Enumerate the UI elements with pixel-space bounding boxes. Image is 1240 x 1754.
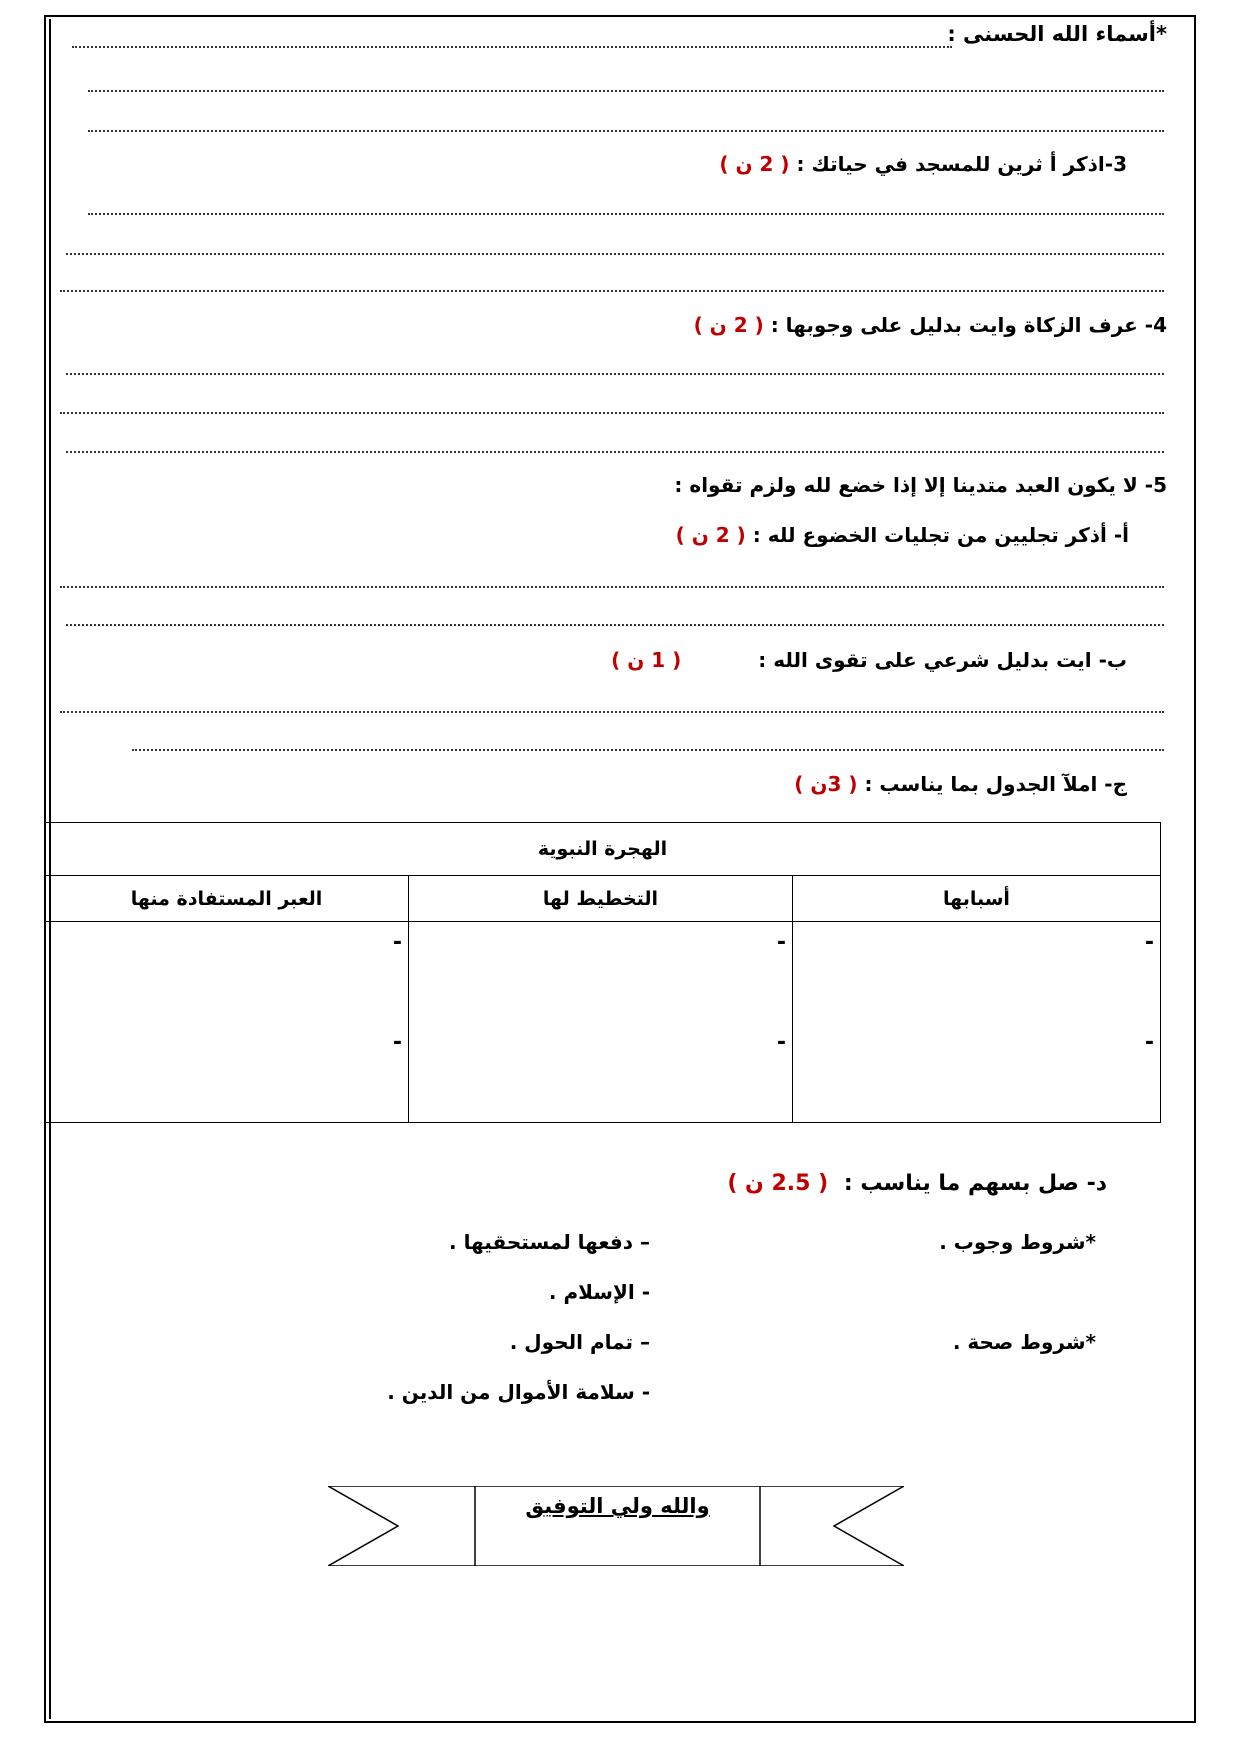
closing-text: والله ولي التوفيق (525, 1494, 710, 1518)
table-bullet: - (1144, 1030, 1154, 1055)
question-5c-points: ( 3ن ) (794, 772, 858, 796)
header-lessons: العبر المستفادة منها (45, 876, 409, 922)
answer-line[interactable] (66, 373, 1164, 375)
answer-line[interactable] (66, 253, 1164, 255)
table-bullet: - (392, 930, 402, 955)
question-3 (719, 152, 1127, 176)
question-5d-text: د- صل بسهم ما يناسب : (843, 1171, 1107, 1196)
answer-line[interactable] (66, 624, 1164, 626)
table-bullet: - (392, 1030, 402, 1055)
answer-line[interactable] (60, 586, 1164, 588)
table-cell-causes[interactable] (793, 922, 1161, 1123)
match-right-item[interactable]: – دفعها لمستحقيها . (449, 1230, 650, 1254)
answer-line[interactable] (60, 711, 1164, 713)
answer-line[interactable] (88, 130, 1164, 132)
table-bullet: - (776, 930, 786, 955)
question-5a-text: أ- أذكر تجليين من تجليات الخضوع لله : (752, 523, 1129, 547)
question-3-points: ( 2 ن ) (719, 152, 790, 176)
answer-line[interactable] (60, 412, 1164, 414)
answer-line[interactable] (88, 90, 1164, 92)
table-cell-planning[interactable] (409, 922, 793, 1123)
header-causes: أسبابها (793, 876, 1161, 922)
match-left-item[interactable]: *شروط صحة . (952, 1330, 1096, 1354)
table-bullet: - (776, 1030, 786, 1055)
match-right-item[interactable]: - الإسلام . (548, 1280, 650, 1304)
table-bullet: - (1144, 930, 1154, 955)
banner-right-chevron (834, 1486, 904, 1566)
banner-left-chevron (328, 1486, 398, 1566)
names-heading: *أسماء الله الحسنى : (947, 22, 1167, 46)
table-title: الهجرة النبوية (45, 823, 1161, 876)
answer-line[interactable] (88, 213, 1164, 215)
question-5d (727, 1171, 1107, 1196)
hijra-table (44, 822, 1161, 1123)
header-planning: التخطيط لها (409, 876, 793, 922)
match-right-item[interactable]: - سلامة الأموال من الدين . (387, 1380, 650, 1404)
question-5a-points: ( 2 ن ) (675, 523, 746, 547)
match-right-item[interactable]: – تمام الحول . (509, 1330, 650, 1354)
question-5: 5- لا يكون العبد متدينا إلا إذا خضع لله ولزم تقواه : (674, 473, 1167, 497)
answer-line[interactable] (72, 46, 952, 48)
answer-line[interactable] (132, 749, 1164, 751)
question-5d-points: ( 2.5 ن ) (727, 1171, 829, 1196)
question-3-text: 3-اذكر أ ثرين للمسجد في حياتك : (796, 152, 1127, 176)
answer-line[interactable] (60, 290, 1164, 292)
question-5a (676, 523, 1129, 547)
answer-line[interactable] (66, 451, 1164, 453)
question-5c (794, 772, 1127, 796)
table-cell-lessons[interactable] (45, 922, 409, 1123)
question-4-points: ( 2 ن ) (693, 313, 764, 337)
match-left-item[interactable]: *شروط وجوب . (939, 1230, 1096, 1254)
question-5b-text: ب- ايت بدليل شرعي على تقوى الله : (758, 648, 1127, 672)
question-5b (611, 648, 1127, 672)
question-5b-points: ( 1 ن ) (611, 648, 682, 672)
question-5c-text: ج- املآ الجدول بما يناسب : (864, 772, 1127, 796)
question-4 (694, 313, 1167, 337)
question-4-text: 4- عرف الزكاة وايت بدليل على وجوبها : (770, 313, 1167, 337)
